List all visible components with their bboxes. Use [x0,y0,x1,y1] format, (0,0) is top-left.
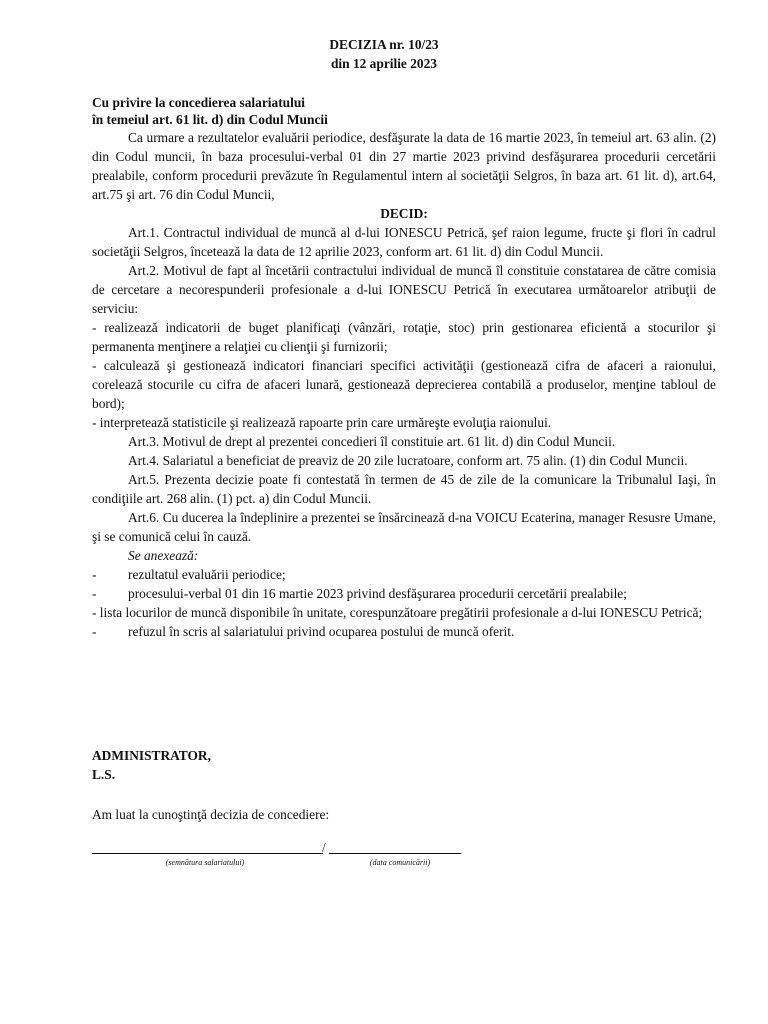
administrator-label: ADMINISTRATOR, [92,748,211,763]
subject-line-2: în temeiul art. 61 lit. d) din Codul Muncii [92,112,328,127]
duty-item-1: - realizează indicatorii de buget planificaţi (vânzări, rotaţie, stoc) prin gestionarea eficientă a stocurilor şi permanenta menţinere a relaţiei cu clienţii şi furnizorii; [92,320,716,354]
duty-item-2: - calculează şi gestionează indicatori financiari specifici activităţii (gestionează cifra de afaceri a raionului, corelează stocurile cu cifra de afaceri lunară, gestionează deprecierea contabilă a produselor, menţine tabloul de bord); [92,358,716,411]
annex-item [92,622,716,641]
annex-item [92,565,716,584]
intro-paragraph: Ca urmare a rezultatelor evaluării periodice, desfăşurate la data de 16 martie 2023, în temeiul art. 63 alin. (2) din Codul muncii, în baza procesului-verbal 01 din 27 martie 2023 privind desfăşurarea procedurii cercetării prealabile, conform procedurii prevăzute în Regulamentul intern al societăţii Selgros, în baza art. 61 lit. d), art.64, art.75 şi art. 76 din Codul Muncii, [92,130,716,202]
annex-item [92,584,716,603]
annex-item-2: procesului-verbal 01 din 16 martie 2023 privind desfăşurarea procedurii cercetării prealabile; [128,586,627,601]
decision-title: DECIZIA nr. 10/23 [329,37,439,52]
annex-bullet: - [92,586,97,601]
signature-caption: (semnătura salariatului) [165,858,245,867]
acknowledgement-text: Am luat la cunoştinţă decizia de concediere: [92,807,330,822]
article-5: Art.5. Prezenta decizie poate fi contestată în termen de 45 de zile de la comunicare la Tribunalul Iaşi, în condiţiile art. 268 alin. (1) pct. a) din Codul Muncii. [92,472,716,506]
article-3: Art.3. Motivul de drept al prezentei concedieri îl constituie art. 61 lit. d) din Codul Muncii. [128,434,616,449]
article-2: Art.2. Motivul de fapt al încetării contractului individual de muncă îl constituie constatarea de către comisia de cercetare a necorespunderii profesionale a d-lui IONESCU Petrică în executarea următoarelor atribuţii de serviciu: [92,263,716,316]
date-caption: (data comunicării) [369,858,431,867]
annex-item-1: rezultatul evaluării periodice; [128,567,286,582]
duty-item-3: - interpretează statisticile şi realizează rapoarte prin care urmăreşte evoluţia raionului. [92,415,552,430]
decision-body [92,128,716,641]
date-line [329,853,461,854]
decision-date: din 12 aprilie 2023 [330,56,438,71]
annex-bullet: - [92,624,97,639]
annex-bullet: - [92,567,97,582]
article-1: Art.1. Contractul individual de muncă al d-lui IONESCU Petrică, şef raion legume, fructe şi flori în cadrul societăţii Selgros, încetează la data de 12 aprilie 2023, conform art. 61 lit. d) din Codul Muncii. [92,225,716,259]
decid-heading: DECID: [380,206,428,221]
annex-label: Se anexează: [128,548,199,563]
signature-line [92,853,323,854]
annex-item-3: - lista locurilor de muncă disponibile în unitate, corespunzătoare pregătirii profesionale a d-lui IONESCU Petrică; [92,605,703,620]
subject-line-1: Cu privire la concedierea salariatului [92,95,305,110]
article-6: Art.6. Cu ducerea la îndeplinire a prezentei se însărcinează d-na VOICU Ecaterina, manager Resusre Umane, şi se comunică celui în cauză. [92,510,716,544]
annex-item-4: refuzul în scris al salariatului privind ocuparea postului de muncă oferit. [128,624,515,639]
signature-separator: / [322,840,326,855]
seal-label: L.S. [92,767,116,782]
article-4: Art.4. Salariatul a beneficiat de preaviz de 20 zile lucratoare, conform art. 75 alin. (1) din Codul Muncii. [128,453,688,468]
